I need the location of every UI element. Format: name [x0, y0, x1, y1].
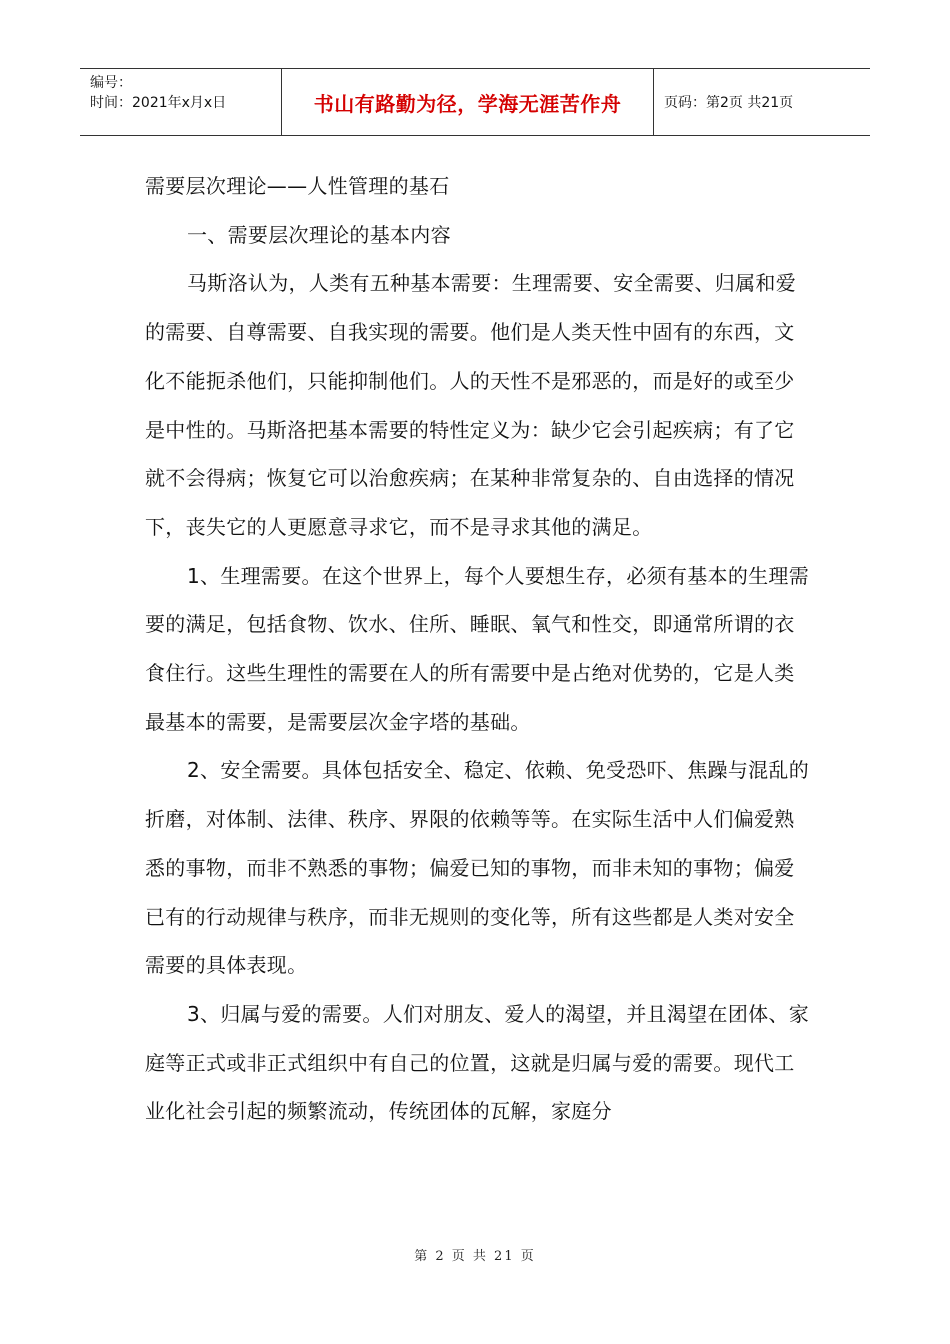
- number-label: 编号：: [90, 75, 132, 91]
- paragraph-physiological: 1、生理需要。在这个世界上，每个人要想生存，必须有基本的生理需要的满足，包括食物、饮水、住所、睡眠、氧气和性交，即通常所谓的衣食住行。这些生理性的需要在人的所有需要中是占绝对优势的，它是人类最基本的需要，是需要层次金字塔的基础。: [145, 563, 810, 734]
- header-page-cell: [654, 69, 870, 135]
- document-body: [145, 162, 810, 1136]
- paragraph-intro: 马斯洛认为，人类有五种基本需要：生理需要、安全需要、归属和爱的需要、自尊需要、自我实现的需要。他们是人类天性中固有的东西，文化不能扼杀他们，只能抑制他们。人的天性不是邪恶的，而是好的或至少是中性的。马斯洛把基本需要的特性定义为：缺少它会引起疾病；有了它就不会得病；恢复它可以治愈疾病；在某种非常复杂的、自由选择的情况下，丧失它的人更愿意寻求它，而不是寻求其他的满足。: [145, 271, 796, 539]
- section-heading: 一、需要层次理论的基本内容: [187, 222, 451, 247]
- date-label: 时间：2021年x月x日: [90, 95, 227, 111]
- document-title: 需要层次理论——人性管理的基石: [145, 174, 450, 198]
- footer-page-number: 第 2 页 共 21 页: [414, 1249, 536, 1264]
- paragraph-safety: 2、安全需要。具体包括安全、稳定、依赖、免受恐吓、焦躁与混乱的折磨，对体制、法律、秩序、界限的依赖等等。在实际生活中人们偏爱熟悉的事物，而非不熟悉的事物；偏爱已知的事物，而非未知的事物；偏爱已有的行动规律与秩序，而非无规则的变化等，所有这些都是人类对安全需要的具体表现。: [145, 758, 810, 978]
- header-motto-cell: [282, 69, 654, 135]
- header-page-info: 页码：第2页 共21页: [664, 95, 794, 111]
- header-meta-cell: [80, 69, 282, 135]
- motto-text: 书山有路勤为径，学海无涯苦作舟: [313, 91, 622, 116]
- document-header: [80, 68, 870, 136]
- paragraph-belonging: 3、归属与爱的需要。人们对朋友、爱人的渴望，并且渴望在团体、家庭等正式或非正式组织中有自己的位置，这就是归属与爱的需要。现代工业化社会引起的频繁流动，传统团体的瓦解，家庭分: [145, 1001, 810, 1124]
- page-footer: [0, 1245, 950, 1264]
